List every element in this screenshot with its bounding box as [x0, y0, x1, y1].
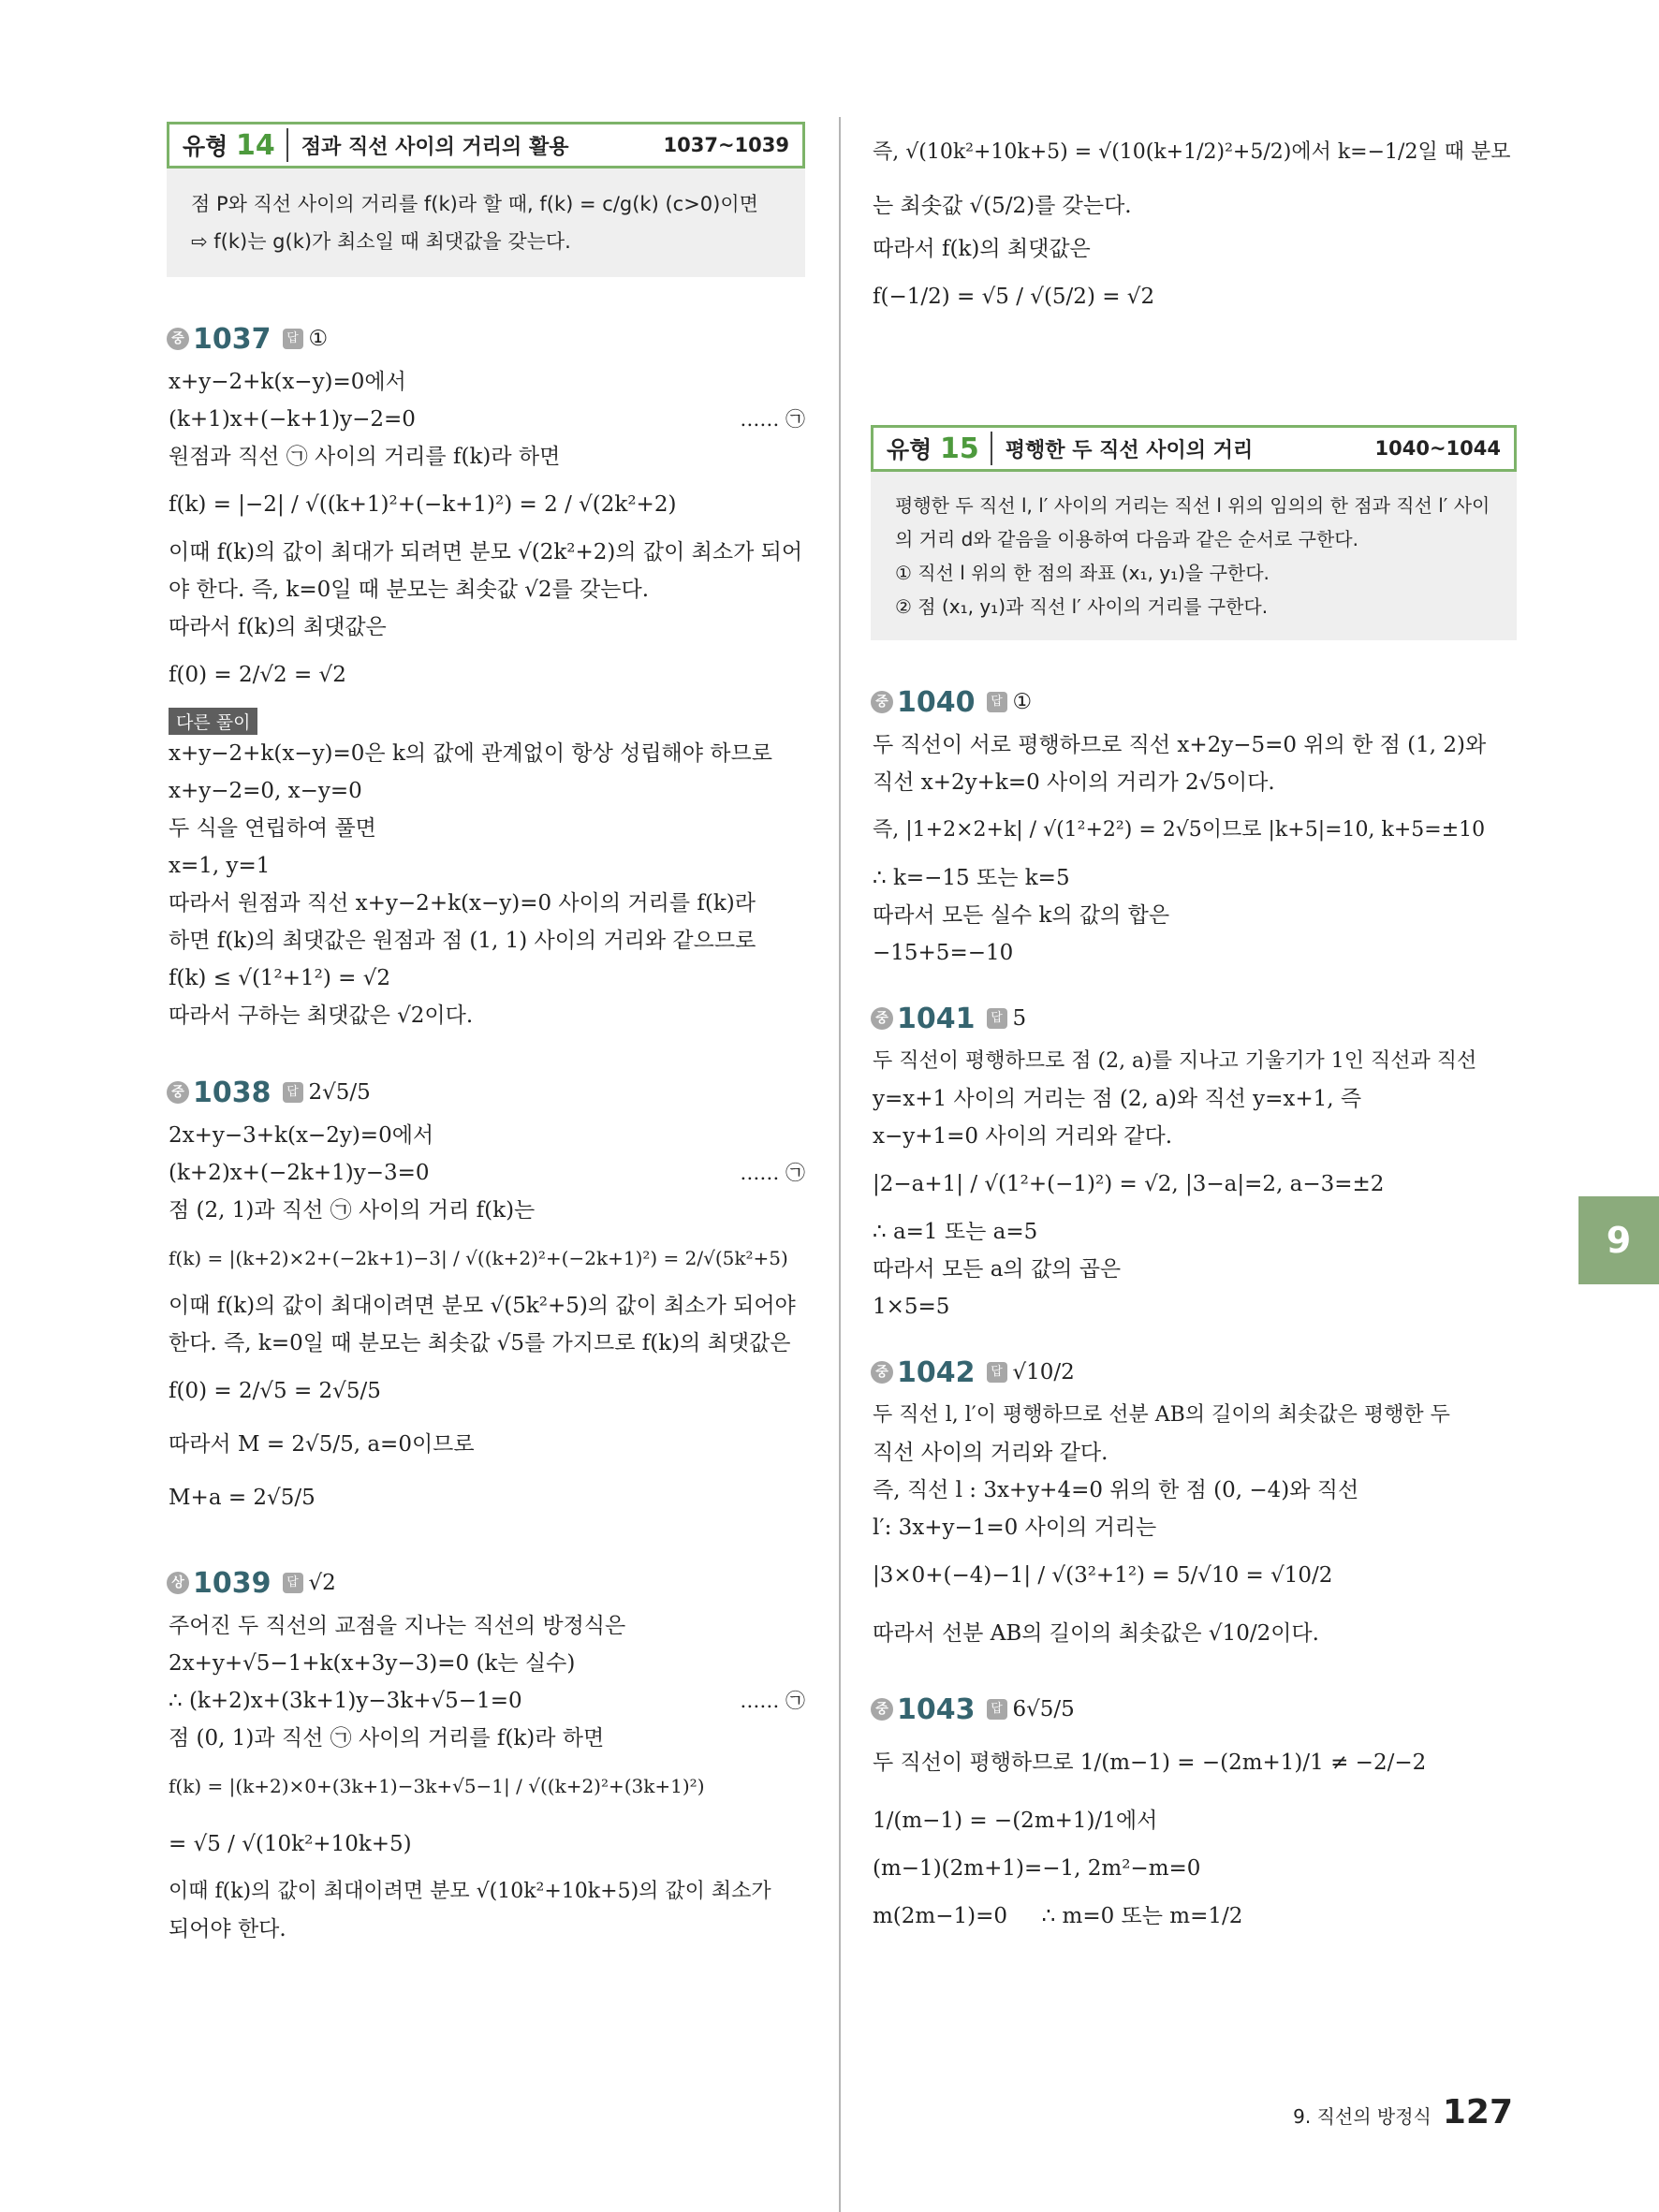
solution-line: 즉, 직선 l : 3x+y+4=0 위의 한 점 (0, −4)와 직선	[873, 1478, 1359, 1502]
solution-line: 원점과 직선 ㉠ 사이의 거리를 f(k)라 하면	[169, 445, 561, 469]
type-line: ① 직선 l 위의 한 점의 좌표 (x₁, y₁)을 구한다.	[895, 562, 1270, 584]
page-footer	[1293, 2093, 1513, 2131]
problem-number: 1037	[193, 322, 272, 356]
problem-header	[167, 1559, 805, 1607]
solution-body	[167, 363, 805, 1034]
level-badge: 중	[167, 328, 189, 350]
problem-header	[871, 994, 1517, 1043]
problem-1038	[167, 1068, 805, 1527]
solution-line: ∴ a=1 또는 a=5	[873, 1220, 1038, 1244]
solution-line: 1/(m−1) = −(2m+1)/1에서	[873, 1809, 1158, 1833]
solution-line: 두 식을 연립하여 풀면	[169, 816, 376, 841]
type-line: ② 점 (x₁, y₁)과 직선 l′ 사이의 거리를 구한다.	[895, 595, 1269, 618]
solution-line: x=1, y=1	[169, 854, 271, 878]
solution-line: 직선 사이의 거리와 같다.	[873, 1441, 1108, 1465]
solution-line: 따라서 M = 2√5/5, a=0이므로	[169, 1432, 475, 1457]
level-badge: 상	[167, 1572, 189, 1594]
solution-line: 두 직선 l, l′이 평행하므로 선분 AB의 길이의 최솟값은 평행한 두	[873, 1403, 1450, 1427]
problem-number: 1042	[897, 1355, 976, 1389]
solution-line: 한다. 즉, k=0일 때 분모는 최솟값 √5를 가지므로 f(k)의 최댓값은	[169, 1331, 791, 1355]
solution-line: 따라서 f(k)의 최댓값은	[873, 237, 1091, 261]
equation-mark: …… ㉠	[740, 1690, 805, 1712]
solution-line: f(k) ≤ √(1²+1²) = √2	[169, 966, 391, 990]
solution-line: ∴ (k+2)x+(3k+1)y−3k+√5−1=0 …… ㉠	[169, 1682, 805, 1720]
solution-line: x−y+1=0 사이의 거리와 같다.	[873, 1124, 1173, 1149]
level-badge: 중	[167, 1081, 189, 1104]
solution-line: −15+5=−10	[873, 941, 1014, 965]
solution-line: 1×5=5	[873, 1295, 950, 1319]
solution-line: 따라서 모든 a의 값의 곱은	[873, 1257, 1122, 1282]
type-line: 평행한 두 직선 l, l′ 사이의 거리는 직선 l 위의 임의의 한 점과 직선 l′ 사이	[895, 494, 1490, 517]
problem-header	[871, 1685, 1517, 1734]
solution-line: 이때 f(k)의 값이 최대이려면 분모 √(10k²+10k+5)의 값이 최소가	[169, 1880, 771, 1903]
problem-number: 1038	[193, 1076, 272, 1109]
solution-line: 하면 f(k)의 최댓값은 원점과 점 (1, 1) 사이의 거리와 같으므로	[169, 929, 756, 953]
solution-line: f(0) = 2/√5 = 2√5/5	[169, 1379, 381, 1403]
solution-line: = √5 / √(10k²+10k+5)	[169, 1832, 412, 1856]
solution-line: 따라서 선분 AB의 길이의 최솟값은 √10/2이다.	[873, 1621, 1319, 1646]
type-line: 점 P와 직선 사이의 거리를 f(k)라 할 때, f(k) = c/g(k) (c>0)이면	[191, 193, 758, 215]
solution-line: 따라서 구하는 최댓값은 √2이다.	[169, 1003, 474, 1028]
solution-line: f(−1/2) = √5 / √(5/2) = √2	[873, 285, 1155, 309]
right-column	[871, 122, 1517, 1945]
chapter-side-tab: 9	[1578, 1196, 1659, 1284]
solution-continued	[871, 124, 1517, 326]
solution-body	[167, 1117, 805, 1527]
type-header	[871, 425, 1517, 472]
solution-line: M+a = 2√5/5	[169, 1486, 316, 1510]
type-range: 1040~1044	[1374, 437, 1501, 460]
solution-line: f(k) = |(k+2)×2+(−2k+1)−3| / √((k+2)²+(−2k+1)²) = 2/√(5k²+5)	[169, 1247, 788, 1269]
problem-number: 1040	[897, 685, 976, 719]
type-body	[167, 168, 805, 277]
solution-line: 점 (0, 1)과 직선 ㉠ 사이의 거리를 f(k)라 하면	[169, 1726, 605, 1751]
answer-badge: 답	[283, 1082, 303, 1103]
problem-number: 1043	[897, 1692, 976, 1726]
problem-header	[167, 315, 805, 363]
answer-value: √10/2	[1012, 1360, 1075, 1384]
solution-line: f(0) = 2/√2 = √2	[169, 663, 346, 687]
level-badge: 중	[871, 691, 893, 713]
solution-line: 이때 f(k)의 값이 최대이려면 분모 √(5k²+5)의 값이 최소가 되어야	[169, 1294, 796, 1318]
solution-line: 직선 x+2y+k=0 사이의 거리가 2√5이다.	[873, 770, 1275, 795]
type-title: 점과 직선 사이의 거리의 활용	[301, 135, 569, 159]
solution-body	[871, 1734, 1517, 1945]
answer-value: 6√5/5	[1012, 1697, 1075, 1721]
solution-line: m(2m−1)=0 ∴ m=0 또는 m=1/2	[873, 1904, 1243, 1928]
type-line: 의 거리 d와 같음을 이용하여 다음과 같은 순서로 구한다.	[895, 528, 1358, 550]
solution-line: |3×0+(−4)−1| / √(3²+1²) = 5/√10 = √10/2	[873, 1563, 1333, 1588]
type-box-14	[167, 122, 805, 277]
chapter-title: 9. 직선의 방정식	[1293, 2105, 1431, 2128]
problem-1042	[871, 1348, 1517, 1663]
solution-line: 두 직선이 평행하므로 1/(m−1) = −(2m+1)/1 ≠ −2/−2	[873, 1751, 1427, 1775]
problem-header	[871, 678, 1517, 726]
problem-header	[167, 1068, 805, 1117]
answer-badge: 답	[987, 692, 1007, 712]
solution-body	[871, 1043, 1517, 1326]
solution-line: 즉, |1+2×2+k| / √(1²+2²) = 2√5이므로 |k+5|=10, k+5=±10	[873, 818, 1486, 842]
alt-solution-tag: 다른 풀이	[169, 708, 257, 735]
problem-1037	[167, 315, 805, 1034]
solution-line: 따라서 f(k)의 최댓값은	[169, 615, 387, 639]
answer-badge: 답	[283, 329, 303, 349]
solution-line: 두 직선이 서로 평행하므로 직선 x+2y−5=0 위의 한 점 (1, 2)와	[873, 733, 1487, 757]
problem-1043	[871, 1685, 1517, 1945]
answer-badge: 답	[283, 1573, 303, 1593]
solution-line: x+y−2+k(x−y)=0은 k의 값에 관계없이 항상 성립해야 하므로	[169, 741, 772, 766]
equation-mark: …… ㉠	[740, 408, 805, 431]
answer-badge: 답	[987, 1362, 1007, 1383]
solution-line: |2−a+1| / √(1²+(−1)²) = √2, |3−a|=2, a−3=±2	[873, 1172, 1385, 1196]
solution-line: 따라서 원점과 직선 x+y−2+k(x−y)=0 사이의 거리를 f(k)라	[169, 891, 756, 916]
solution-line: f(k) = |(k+2)×0+(3k+1)−3k+√5−1| / √((k+2)²+(3k+1)²)	[169, 1775, 705, 1797]
solution-line: 즉, √(10k²+10k+5) = √(10(k+1/2)²+5/2)에서 k=−1/2일 때 분모	[873, 140, 1511, 164]
type-body	[871, 472, 1517, 640]
solution-line: (m−1)(2m+1)=−1, 2m²−m=0	[873, 1856, 1201, 1881]
answer-badge: 답	[987, 1008, 1007, 1029]
problem-1040	[871, 678, 1517, 972]
problem-number: 1041	[897, 1002, 976, 1035]
solution-line: x+y−2+k(x−y)=0에서	[169, 370, 406, 394]
type-line: ⇨ f(k)는 g(k)가 최소일 때 최댓값을 갖는다.	[191, 230, 571, 253]
type-title: 평행한 두 직선 사이의 거리	[1005, 438, 1254, 462]
page-number: 127	[1442, 2093, 1513, 2131]
solution-line: y=x+1 사이의 거리는 점 (2, a)와 직선 y=x+1, 즉	[873, 1087, 1362, 1111]
solution-line: (k+1)x+(−k+1)y−2=0 …… ㉠	[169, 401, 805, 438]
solution-line: 2x+y−3+k(x−2y)=0에서	[169, 1123, 434, 1148]
solution-line: 이때 f(k)의 값이 최대가 되려면 분모 √(2k²+2)의 값이 최소가 되어	[169, 540, 803, 564]
answer-value: ①	[308, 327, 329, 351]
solution-body	[871, 726, 1517, 972]
answer-value: ①	[1012, 690, 1033, 714]
solution-line: 점 (2, 1)과 직선 ㉠ 사이의 거리 f(k)는	[169, 1198, 536, 1223]
solution-line: 주어진 두 직선의 교점을 지나는 직선의 방정식은	[169, 1614, 626, 1638]
answer-value: 5	[1012, 1006, 1027, 1031]
problem-header	[871, 1348, 1517, 1397]
solution-line: f(k) = |−2| / √((k+1)²+(−k+1)²) = 2 / √(2k²+2)	[169, 492, 677, 517]
solution-line: 야 한다. 즉, k=0일 때 분모는 최솟값 √2를 갖는다.	[169, 578, 650, 602]
problem-1039	[167, 1559, 805, 1948]
type-box-15	[871, 425, 1517, 640]
solution-line: ∴ k=−15 또는 k=5	[873, 866, 1070, 890]
problem-number: 1039	[193, 1566, 272, 1600]
solution-line: 는 최솟값 √(5/2)를 갖는다.	[873, 194, 1132, 218]
solution-line: l′: 3x+y−1=0 사이의 거리는	[873, 1516, 1157, 1540]
solution-line: 되어야 한다.	[169, 1917, 286, 1941]
solution-line: (k+2)x+(−2k+1)y−3=0 …… ㉠	[169, 1154, 805, 1192]
answer-value: √2	[308, 1571, 336, 1595]
solution-line: 따라서 모든 실수 k의 값의 합은	[873, 903, 1170, 928]
column-divider	[839, 117, 841, 2212]
level-badge: 중	[871, 1698, 893, 1721]
left-column	[167, 122, 805, 1948]
answer-badge: 답	[987, 1699, 1007, 1720]
type-range: 1037~1039	[663, 134, 789, 156]
level-badge: 중	[871, 1007, 893, 1030]
equation-mark: …… ㉠	[740, 1162, 805, 1184]
answer-value: 2√5/5	[308, 1080, 371, 1105]
solution-line: 두 직선이 평행하므로 점 (2, a)를 지나고 기울기가 1인 직선과 직선	[873, 1049, 1477, 1073]
type-header	[167, 122, 805, 168]
solution-line: x+y−2=0, x−y=0	[169, 779, 362, 803]
level-badge: 중	[871, 1361, 893, 1384]
solution-body	[167, 1607, 805, 1948]
type-tag: 유형 14	[183, 128, 288, 162]
solution-line: 2x+y+√5−1+k(x+3y−3)=0 (k는 실수)	[169, 1651, 576, 1676]
solution-body	[871, 1397, 1517, 1663]
problem-1041	[871, 994, 1517, 1326]
type-tag: 유형 15	[887, 432, 992, 465]
